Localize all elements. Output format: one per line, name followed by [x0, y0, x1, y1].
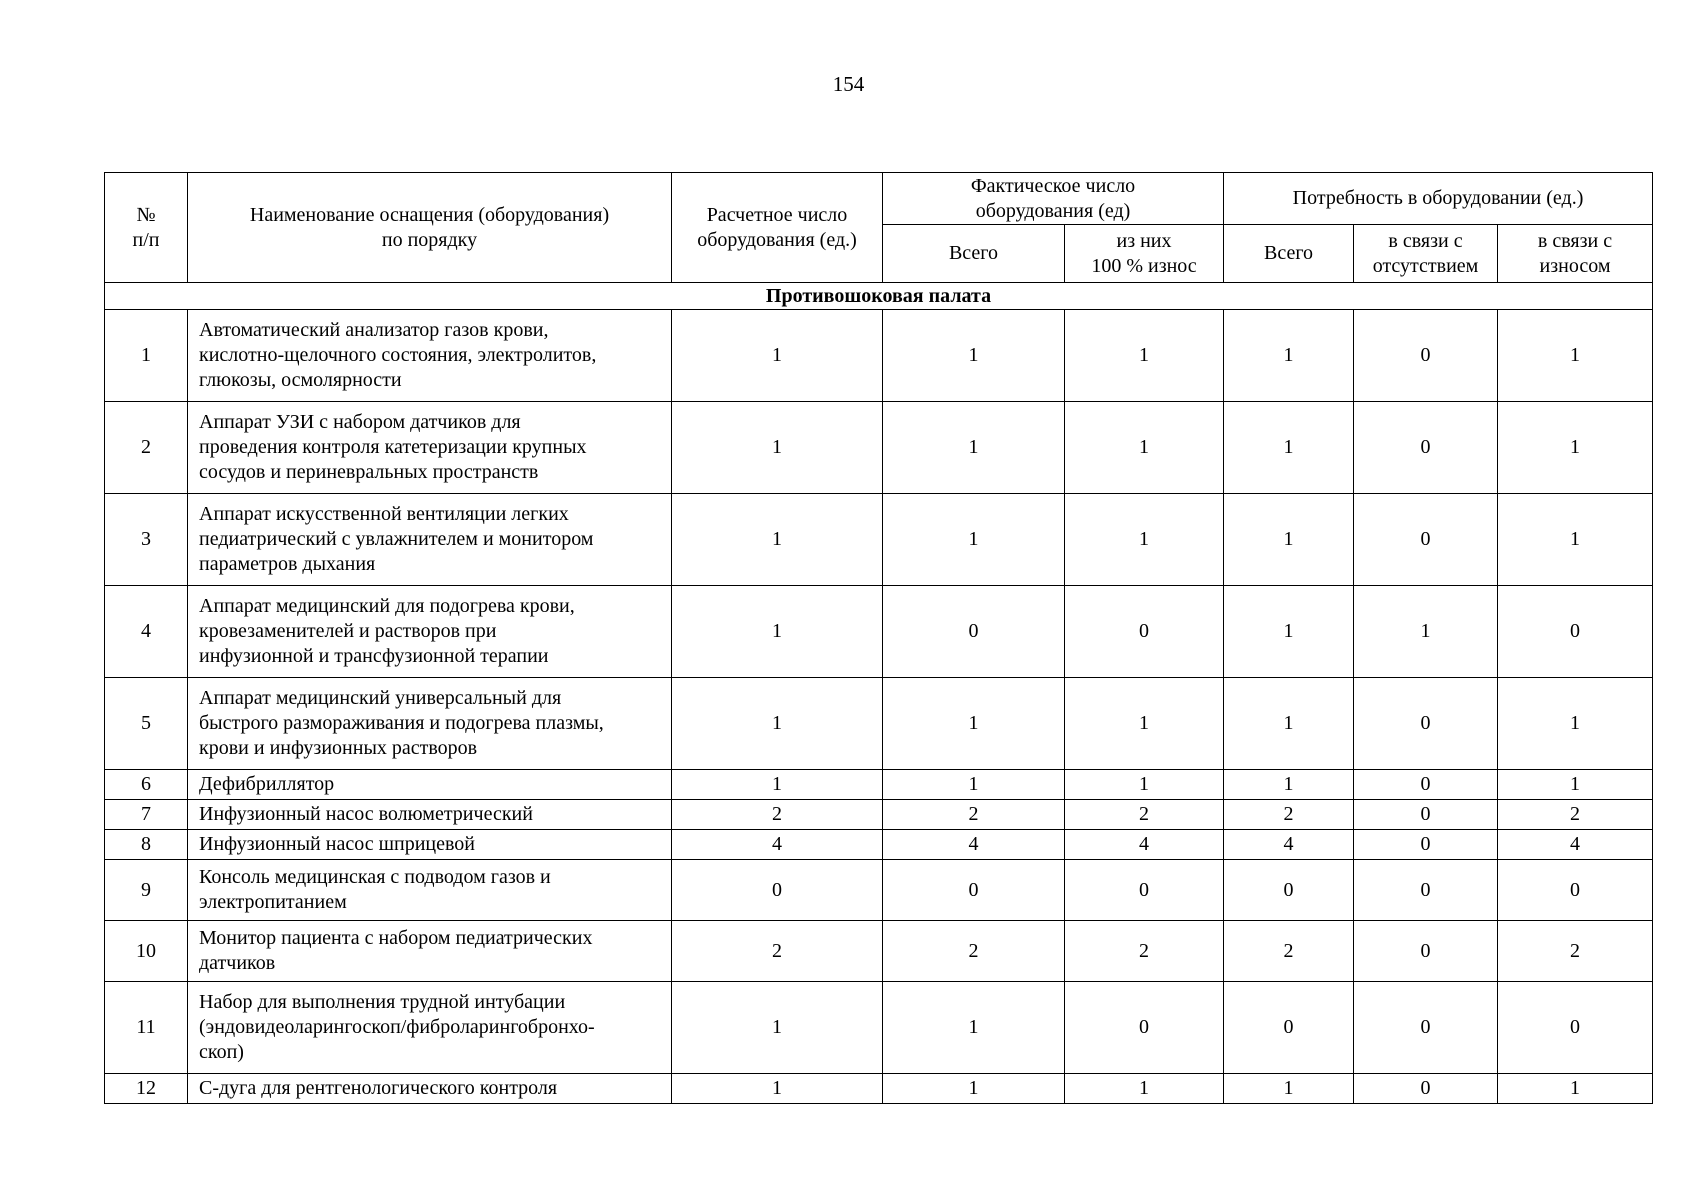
cell-need-total: 1 — [1224, 494, 1354, 586]
cell-fact-worn: 1 — [1065, 494, 1224, 586]
cell-need-worn: 2 — [1498, 800, 1653, 830]
cell-need-absent: 0 — [1354, 830, 1498, 860]
cell-need-worn: 1 — [1498, 494, 1653, 586]
table-body — [105, 283, 1653, 1104]
cell-calc: 1 — [672, 310, 883, 402]
cell-name: Монитор пациента с набором педиатрических датчиков — [188, 921, 672, 982]
table-row — [105, 402, 1653, 494]
cell-name: С-дуга для рентгенологического контроля — [188, 1074, 672, 1104]
cell-fact-total: 4 — [883, 830, 1065, 860]
cell-name: Автоматический анализатор газов крови, кислотно-щелочного состояния, электролитов, глюкозы, осмолярности — [188, 310, 672, 402]
cell-name: Дефибриллятор — [188, 770, 672, 800]
header-need-total: Всего — [1224, 225, 1354, 283]
cell-need-absent: 0 — [1354, 770, 1498, 800]
cell-num: 2 — [105, 402, 188, 494]
cell-need-worn: 4 — [1498, 830, 1653, 860]
cell-fact-worn: 0 — [1065, 586, 1224, 678]
cell-fact-total: 1 — [883, 770, 1065, 800]
cell-name: Аппарат УЗИ с набором датчиков для проведения контроля катетеризации крупных сосудов и периневральных пространств — [188, 402, 672, 494]
cell-fact-total: 2 — [883, 800, 1065, 830]
cell-calc: 4 — [672, 830, 883, 860]
cell-name: Набор для выполнения трудной интубации (эндовидеоларингоскоп/фиброларингобронхо- скоп) — [188, 982, 672, 1074]
cell-need-total: 1 — [1224, 402, 1354, 494]
cell-name: Аппарат медицинский для подогрева крови, кровезаменителей и растворов при инфузионной и трансфузионной терапии — [188, 586, 672, 678]
header-fact-group: Фактическое число оборудования (ед) — [883, 173, 1224, 225]
cell-need-absent: 0 — [1354, 494, 1498, 586]
header-need-worn: в связи с износом — [1498, 225, 1653, 283]
cell-num: 8 — [105, 830, 188, 860]
table-row — [105, 921, 1653, 982]
table-row — [105, 1074, 1653, 1104]
cell-need-absent: 0 — [1354, 800, 1498, 830]
cell-need-total: 1 — [1224, 310, 1354, 402]
cell-need-total: 1 — [1224, 678, 1354, 770]
header-fact-worn: из них 100 % износ — [1065, 225, 1224, 283]
table-row — [105, 830, 1653, 860]
cell-need-worn: 1 — [1498, 678, 1653, 770]
table-row — [105, 770, 1653, 800]
cell-fact-worn: 1 — [1065, 678, 1224, 770]
cell-fact-total: 1 — [883, 310, 1065, 402]
page-number: 154 — [832, 72, 865, 96]
header-name: Наименование оснащения (оборудования) по порядку — [188, 173, 672, 283]
cell-name: Инфузионный насос шприцевой — [188, 830, 672, 860]
cell-fact-worn: 1 — [1065, 402, 1224, 494]
table-row — [105, 494, 1653, 586]
cell-need-total: 4 — [1224, 830, 1354, 860]
cell-need-absent: 0 — [1354, 982, 1498, 1074]
cell-need-worn: 0 — [1498, 586, 1653, 678]
cell-fact-total: 1 — [883, 402, 1065, 494]
cell-fact-worn: 2 — [1065, 921, 1224, 982]
cell-fact-worn: 0 — [1065, 982, 1224, 1074]
cell-need-absent: 1 — [1354, 586, 1498, 678]
cell-num: 11 — [105, 982, 188, 1074]
cell-num: 10 — [105, 921, 188, 982]
header-fact-total: Всего — [883, 225, 1065, 283]
cell-fact-worn: 1 — [1065, 310, 1224, 402]
cell-fact-total: 1 — [883, 982, 1065, 1074]
cell-need-total: 2 — [1224, 800, 1354, 830]
header-need-group: Потребность в оборудовании (ед.) — [1224, 173, 1653, 225]
cell-need-total: 1 — [1224, 1074, 1354, 1104]
cell-need-absent: 0 — [1354, 402, 1498, 494]
table-row — [105, 678, 1653, 770]
cell-need-worn: 1 — [1498, 1074, 1653, 1104]
table-row — [105, 310, 1653, 402]
cell-need-total: 1 — [1224, 586, 1354, 678]
section-title: Противошоковая палата — [105, 283, 1653, 310]
cell-need-absent: 0 — [1354, 1074, 1498, 1104]
cell-need-absent: 0 — [1354, 860, 1498, 921]
cell-num: 3 — [105, 494, 188, 586]
cell-fact-total: 0 — [883, 860, 1065, 921]
cell-fact-worn: 1 — [1065, 1074, 1224, 1104]
header-need-absent: в связи с отсутствием — [1354, 225, 1498, 283]
cell-need-worn: 1 — [1498, 402, 1653, 494]
table-row — [105, 800, 1653, 830]
cell-fact-total: 1 — [883, 494, 1065, 586]
cell-need-worn: 0 — [1498, 860, 1653, 921]
cell-need-absent: 0 — [1354, 678, 1498, 770]
cell-fact-worn: 4 — [1065, 830, 1224, 860]
cell-num: 12 — [105, 1074, 188, 1104]
cell-calc: 1 — [672, 402, 883, 494]
cell-calc: 1 — [672, 586, 883, 678]
equipment-table — [104, 172, 1653, 1104]
cell-calc: 2 — [672, 800, 883, 830]
cell-fact-total: 1 — [883, 1074, 1065, 1104]
cell-need-total: 0 — [1224, 860, 1354, 921]
table-row — [105, 586, 1653, 678]
cell-fact-worn: 1 — [1065, 770, 1224, 800]
cell-need-total: 2 — [1224, 921, 1354, 982]
cell-need-worn: 0 — [1498, 982, 1653, 1074]
cell-calc: 1 — [672, 1074, 883, 1104]
cell-name: Аппарат искусственной вентиляции легких педиатрический с увлажнителем и монитором параметров дыхания — [188, 494, 672, 586]
table-row — [105, 982, 1653, 1074]
cell-calc: 1 — [672, 494, 883, 586]
header-calc: Расчетное число оборудования (ед.) — [672, 173, 883, 283]
cell-num: 1 — [105, 310, 188, 402]
cell-num: 9 — [105, 860, 188, 921]
cell-num: 6 — [105, 770, 188, 800]
cell-need-worn: 1 — [1498, 310, 1653, 402]
cell-num: 7 — [105, 800, 188, 830]
cell-need-absent: 0 — [1354, 310, 1498, 402]
cell-fact-total: 1 — [883, 678, 1065, 770]
table-header — [105, 173, 1653, 283]
cell-num: 4 — [105, 586, 188, 678]
cell-fact-worn: 2 — [1065, 800, 1224, 830]
cell-fact-total: 0 — [883, 586, 1065, 678]
cell-calc: 1 — [672, 678, 883, 770]
cell-fact-total: 2 — [883, 921, 1065, 982]
cell-fact-worn: 0 — [1065, 860, 1224, 921]
cell-name: Инфузионный насос волюметрический — [188, 800, 672, 830]
table-row — [105, 860, 1653, 921]
cell-calc: 1 — [672, 982, 883, 1074]
cell-calc: 0 — [672, 860, 883, 921]
cell-calc: 2 — [672, 921, 883, 982]
cell-num: 5 — [105, 678, 188, 770]
cell-name: Аппарат медицинский универсальный для быстрого размораживания и подогрева плазмы, крови и инфузионных растворов — [188, 678, 672, 770]
header-num: № п/п — [105, 173, 188, 283]
cell-need-total: 1 — [1224, 770, 1354, 800]
cell-need-worn: 1 — [1498, 770, 1653, 800]
cell-need-total: 0 — [1224, 982, 1354, 1074]
cell-need-worn: 2 — [1498, 921, 1653, 982]
cell-name: Консоль медицинская с подводом газов и электропитанием — [188, 860, 672, 921]
cell-need-absent: 0 — [1354, 921, 1498, 982]
cell-calc: 1 — [672, 770, 883, 800]
